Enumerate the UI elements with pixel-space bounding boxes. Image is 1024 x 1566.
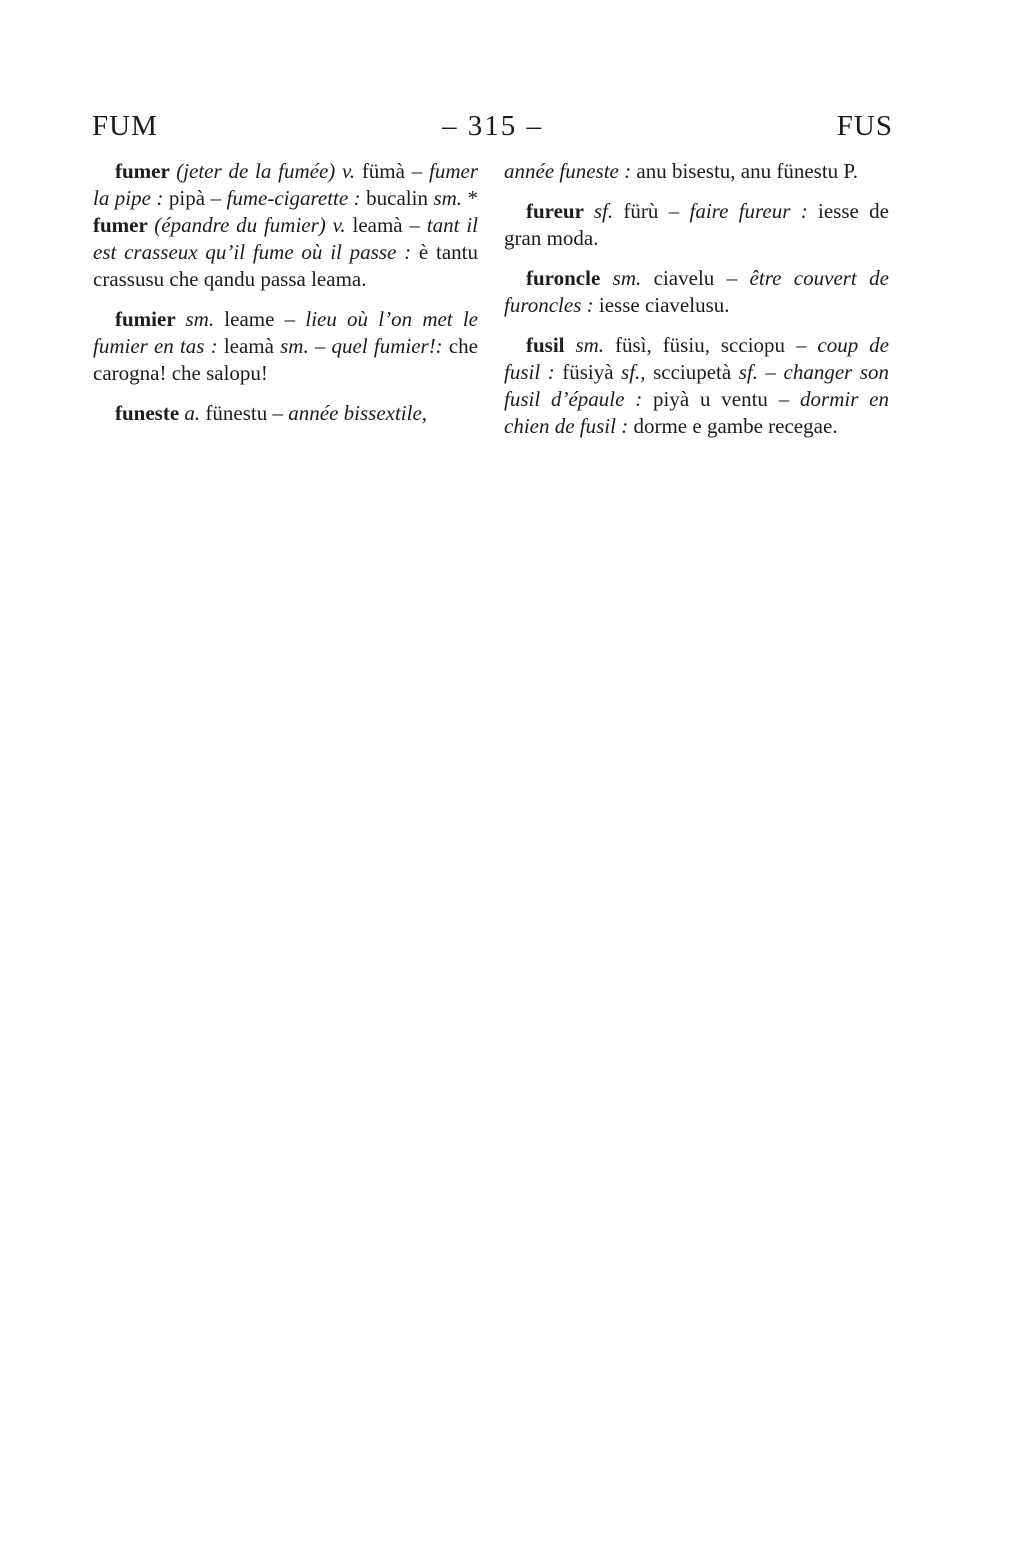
french-text: tant il est crasseux qu’il fume où il passe : bbox=[93, 213, 478, 264]
corsican-text: scciupetà bbox=[653, 360, 739, 384]
corsican-text: dorme e gambe recegae. bbox=[633, 414, 838, 438]
corsican-text: füsiyà bbox=[562, 360, 622, 384]
page-header bbox=[92, 110, 893, 146]
french-text: sm. bbox=[433, 186, 468, 210]
french-text: sm. bbox=[280, 334, 315, 358]
corsican-text: iesse ciavelusu. bbox=[598, 293, 730, 317]
corsican-text: fümà – bbox=[361, 159, 429, 183]
corsican-text: pipà – bbox=[168, 186, 227, 210]
french-text: quel fumier!: bbox=[331, 334, 449, 358]
corsican-text: ciavelu – bbox=[653, 266, 750, 290]
dictionary-entry-furoncle bbox=[504, 265, 889, 319]
corsican-text: – bbox=[765, 360, 784, 384]
page-number: – 315 – bbox=[442, 110, 543, 142]
french-text: coup de fusil : bbox=[504, 333, 890, 384]
corsican-text: fünestu – bbox=[205, 401, 289, 425]
headword: fumer bbox=[115, 159, 177, 183]
corsican-text: iesse de gran moda. bbox=[504, 199, 889, 250]
french-text: (épandre du fumier) v. bbox=[154, 213, 353, 237]
french-text: fume-cigarette : bbox=[226, 186, 367, 210]
french-text: sf. bbox=[738, 360, 766, 384]
french-text: sm. bbox=[612, 266, 654, 290]
french-text: a. bbox=[184, 401, 206, 425]
column-right bbox=[504, 158, 889, 440]
french-text: changer son fusil d’épaule : bbox=[504, 360, 890, 411]
french-text: lieu où l’on met le fumier en tas : bbox=[93, 307, 479, 358]
french-text: (jeter de la fumée) v. bbox=[176, 159, 362, 183]
corsican-text: füsì, füsiu, scciopu – bbox=[615, 333, 818, 357]
corsican-text: anu bisestu, anu fünestu P. bbox=[636, 159, 859, 183]
headword: furoncle bbox=[526, 266, 613, 290]
headword: fusil bbox=[526, 333, 576, 357]
french-text: année funeste : bbox=[504, 159, 637, 183]
column-left bbox=[93, 158, 478, 440]
french-text: sf. bbox=[593, 199, 624, 223]
french-text: faire fureur : bbox=[689, 199, 819, 223]
french-text: fumer la pipe : bbox=[93, 159, 478, 210]
guide-word-left: FUM bbox=[92, 110, 158, 142]
corsican-text: – bbox=[314, 334, 332, 358]
corsican-text: è tantu crassusu che qandu passa leama. bbox=[93, 240, 479, 291]
french-text: sm. bbox=[185, 307, 225, 331]
french-text: année bissextile, bbox=[288, 401, 428, 425]
corsican-text: che carogna! che salopu! bbox=[93, 334, 478, 385]
dictionary-entry-fumier bbox=[93, 306, 478, 387]
dictionary-entry-funeste bbox=[93, 400, 478, 427]
french-text: sf., bbox=[621, 360, 654, 384]
headword: funeste bbox=[115, 401, 185, 425]
corsican-text: * bbox=[467, 186, 479, 210]
corsican-text: fürù – bbox=[623, 199, 690, 223]
french-text: sm. bbox=[575, 333, 615, 357]
headword: fumier bbox=[115, 307, 186, 331]
corsican-text: leame – bbox=[224, 307, 306, 331]
dictionary-entry-fusil bbox=[504, 332, 889, 440]
headword: fumer bbox=[93, 213, 155, 237]
dictionary-entry-fureur bbox=[504, 198, 889, 252]
french-text: être couvert de furoncles : bbox=[504, 266, 889, 317]
corsican-text: piyà u ventu – bbox=[653, 387, 801, 411]
dictionary-entry-funeste-continued bbox=[504, 158, 889, 185]
guide-word-right: FUS bbox=[836, 110, 893, 142]
corsican-text: bucalin bbox=[366, 186, 434, 210]
corsican-text: leamà bbox=[223, 334, 281, 358]
french-text: dormir en chien de fusil : bbox=[504, 387, 889, 438]
corsican-text: leamà – bbox=[352, 213, 427, 237]
dictionary-entry-fumer bbox=[93, 158, 478, 293]
text-columns bbox=[93, 158, 889, 440]
headword: fureur bbox=[526, 199, 594, 223]
